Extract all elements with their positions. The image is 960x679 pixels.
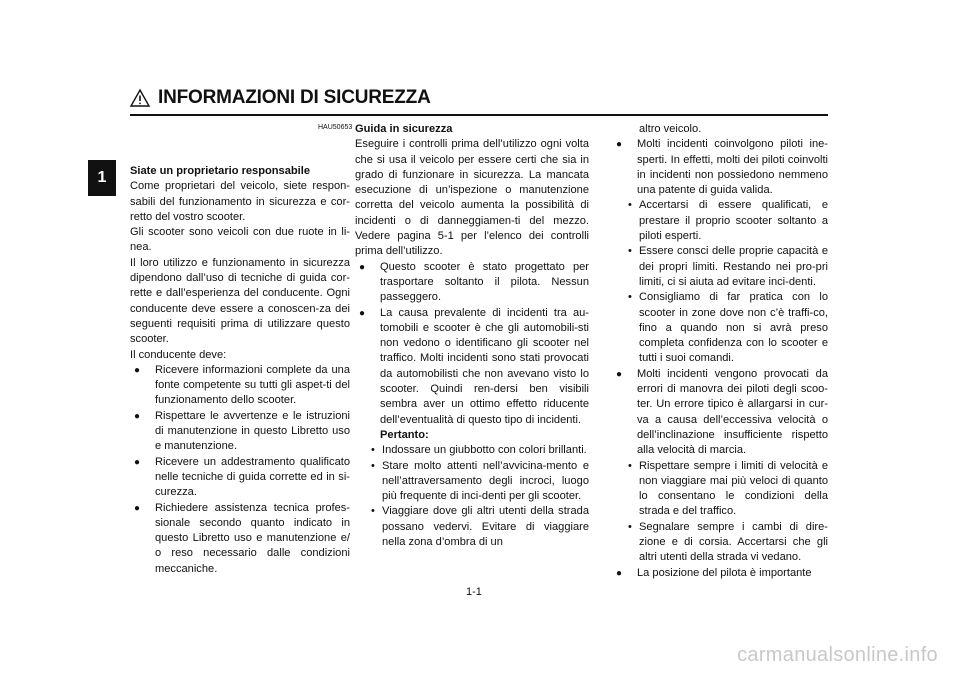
list-item: ● Richiedere assistenza tecnica profes-sionale secondo quanto indicato in questo Libretto uso e manutenzione e/ o reso necessario dalle condizioni meccaniche. bbox=[130, 501, 350, 577]
list-item: ● La posizione del pilota è importante bbox=[612, 566, 828, 581]
sub-list-item: • Accertarsi di essere qualificati, e prestare il proprio scooter soltanto a piloti esperti. bbox=[612, 198, 828, 244]
column-2 bbox=[355, 122, 589, 550]
header-rule bbox=[130, 114, 828, 116]
page-header bbox=[130, 86, 828, 110]
paragraph: Come proprietari del veicolo, siete respon-sabili del funzionamento in sicurezza e cor-retto del vostro scooter. bbox=[130, 180, 350, 223]
warning-triangle-icon bbox=[130, 88, 150, 108]
sub-list bbox=[612, 459, 828, 566]
section-heading-owner: Siate un proprietario responsabile bbox=[130, 165, 311, 177]
safety-list-continued bbox=[612, 137, 828, 198]
sub-list bbox=[355, 443, 589, 550]
list-item: ● Ricevere informazioni complete da una fonte competente su tutti gli aspet-ti del funzionamento dello scooter. bbox=[130, 363, 350, 409]
paragraph: Il conducente deve: bbox=[130, 348, 227, 361]
list-item: ● Rispettare le avvertenze e le istruzioni di manutenzione in questo Libretto uso e manutenzione. bbox=[130, 409, 350, 455]
sub-list-item: • Viaggiare dove gli altri utenti della strada possano vedervi. Evitare di viaggiare nella zona d’ombra di un bbox=[355, 504, 589, 550]
continued-text: altro veicolo. bbox=[639, 123, 702, 135]
column-1 bbox=[130, 164, 350, 577]
chapter-tab: 1 bbox=[88, 160, 116, 196]
page-number: 1-1 bbox=[466, 586, 482, 598]
list-item: ● Questo scooter è stato progettato per trasportare soltanto il pilota. Nessun passeggero. bbox=[355, 260, 589, 306]
list-item: ● Molti incidenti vengono provocati da errori di manovra dei piloti degli scoo-ter. Un errore tipico è allargarsi in cur-va a causa dell’eccessiva velocità o dell’inclinazione insufficiente rispetto alla velocità di marcia. bbox=[612, 367, 828, 459]
list-item: ● Ricevere un addestramento qualificato nelle tecniche di guida corrette ed in si-curezza. bbox=[130, 455, 350, 501]
column-3 bbox=[612, 122, 828, 581]
sub-list-item: • Rispettare sempre i limiti di velocità e non viaggiare mai più veloci di quanto lo consentano le condizioni della strada e del traffico. bbox=[612, 459, 828, 520]
sub-list-item: • Indossare un giubbotto con colori brillanti. bbox=[355, 443, 589, 458]
safety-list-continued bbox=[612, 367, 828, 459]
paragraph: Eseguire i controlli prima dell’utilizzo ogni volta che si usa il veicolo per essere certi che sia in grado di funzionare in sicurezza. La mancata esecuzione di un’ispezione o manutenzione corretta del veicolo aumenta la possibilità di incidenti o di danneggiamen-ti del mezzo. Vedere pagina 5-1 per l’elenco dei controlli prima dell’utilizzo. bbox=[355, 138, 589, 258]
requirements-list bbox=[130, 363, 350, 577]
watermark-text: carmanualsonline.info bbox=[737, 644, 938, 666]
sub-list-item: • Segnalare sempre i cambi di dire-zione e di corsia. Accertarsi che gli altri utenti della strada vi vedano. bbox=[612, 520, 828, 566]
sub-list-item: • Stare molto attenti nell’avvicina-mento e nell’attraversamento degli incroci, luogo più frequente di inci-denti per gli scooter. bbox=[355, 459, 589, 505]
section-heading-safe-riding: Guida in sicurezza bbox=[355, 123, 453, 135]
sub-list-item: • Essere consci delle proprie capacità e dei propri limiti. Restando nei pro-pri limiti, ci si aiuta ad evitare inci-denti. bbox=[612, 244, 828, 290]
section-code: HAU50653 bbox=[318, 124, 353, 131]
safety-list-continued bbox=[612, 566, 828, 581]
safety-list bbox=[355, 260, 589, 444]
list-item: ● Molti incidenti coinvolgono piloti ine-sperti. In effetti, molti dei piloti coinvolti in incidenti non possiedono nemmeno una patente di guida valida. bbox=[612, 137, 828, 198]
page-title: INFORMAZIONI DI SICUREZZA bbox=[158, 87, 431, 108]
sub-list-item: • Consigliamo di far pratica con lo scooter in zone dove non c’è traffi-co, fino a quando non si avrà preso completa confidenza con lo scooter e tutti i suoi comandi. bbox=[612, 290, 828, 366]
sub-list bbox=[612, 198, 828, 366]
therefore-label: Pertanto: bbox=[380, 428, 429, 441]
paragraph: Gli scooter sono veicoli con due ruote in li-nea. bbox=[130, 226, 350, 254]
list-item bbox=[355, 306, 589, 444]
list-item-text: La causa prevalente di incidenti tra au-tomobili e scooter è che gli automobili-sti non vedono o identificano gli scooter nel traffico. Molti incidenti sono stati provocati da automobilisti che non avevano visto lo scooter. Quindi ren-dersi ben visibili sembra aver un ottimo effetto riducente dell’eventualità di questo tipo di incidenti. bbox=[380, 306, 589, 426]
paragraph: Il loro utilizzo e funzionamento in sicurezza dipendono dall’uso di tecniche di guida cor-rette e dall’esperienza del conducente. Ogni conducente deve essere a conoscen-za dei seguenti requisiti prima di utilizzare questo scooter. bbox=[130, 256, 350, 346]
